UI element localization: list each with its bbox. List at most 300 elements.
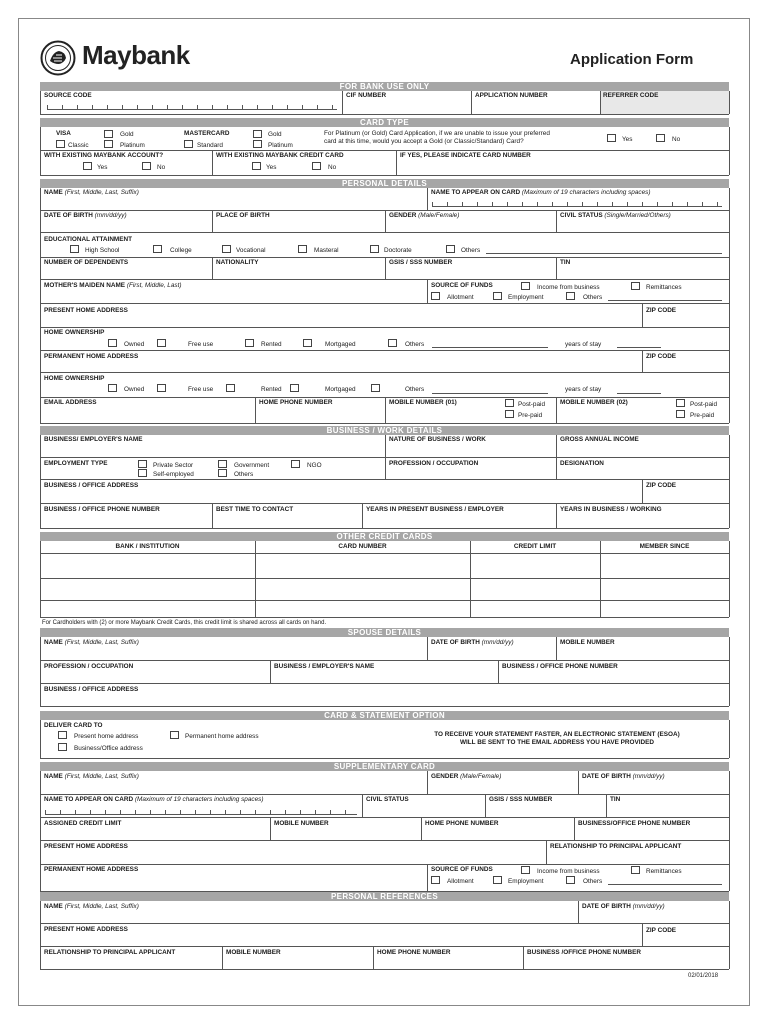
home-ownership-label: HOME OWNERSHIP [44, 329, 105, 336]
existing-card-no-checkbox[interactable] [312, 162, 321, 170]
spouse-name-hint: (First, Middle, Last, Suffix) [64, 639, 139, 646]
char-box-tick [345, 810, 346, 814]
visa-classic-checkbox[interactable] [56, 140, 65, 148]
employer-label: BUSINESS/ EMPLOYER'S NAME [44, 436, 143, 443]
char-box-tick [92, 105, 93, 109]
ref-dob-label [582, 903, 665, 911]
civil-hint: (Single/Married/Others) [604, 212, 671, 219]
supp-mobile-label: MOBILE NUMBER [274, 820, 329, 827]
supp-tin-label: TIN [610, 796, 621, 803]
mobile1-label: MOBILE NUMBER (01) [389, 399, 457, 406]
supp-perm-address-label: PERMANENT HOME ADDRESS [44, 866, 139, 873]
email-label: EMAIL ADDRESS [44, 399, 97, 406]
supp-gender-text: GENDER [431, 773, 459, 780]
edu-vocational-checkbox[interactable] [222, 245, 231, 253]
own-mortgaged-checkbox[interactable] [303, 339, 312, 347]
gross-income-label: GROSS ANNUAL INCOME [560, 436, 639, 443]
dob-label [44, 212, 127, 220]
maiden-hint: (First, Middle, Last) [126, 282, 182, 289]
maiden-name-label [44, 282, 182, 290]
own-owned-checkbox[interactable] [108, 339, 117, 347]
source-code-field[interactable] [47, 106, 337, 110]
dependents-label: NUMBER OF DEPENDENTS [44, 259, 129, 266]
char-box-tick [165, 810, 166, 814]
own-rented-checkbox[interactable] [245, 339, 254, 347]
mc-platinum-label: Platinum [268, 142, 293, 149]
name-label-text: NAME [44, 189, 63, 196]
edu-masteral-checkbox[interactable] [298, 245, 307, 253]
char-box-tick [507, 202, 508, 206]
employment-type-label: EMPLOYMENT TYPE [44, 460, 108, 467]
nationality-label: NATIONALITY [216, 259, 259, 266]
downgrade-no-checkbox[interactable] [656, 134, 665, 142]
own2-mortgaged-label: Mortgaged [325, 386, 356, 393]
esoa-notice-2: WILL BE SENT TO THE EMAIL ADDRESS YOU HAVE PROVIDED [459, 739, 655, 746]
char-box-tick [687, 202, 688, 206]
char-box-tick [195, 810, 196, 814]
spouse-name-text: NAME [44, 639, 63, 646]
name-on-card-text: NAME TO APPEAR ON CARD [431, 189, 521, 196]
char-box-tick [107, 105, 108, 109]
emp-private-checkbox[interactable] [138, 460, 147, 468]
card-downgrade-question: For Platinum (or Gold) Card Application, if we are unable to issue your preferred [324, 130, 550, 137]
mobile2-prepaid-checkbox[interactable] [676, 410, 685, 418]
section-bar-card-type: CARD TYPE [40, 118, 729, 127]
mc-gold-checkbox[interactable] [253, 130, 262, 138]
dob-hint: (mm/dd/yy) [94, 212, 127, 219]
own-mortgaged-label: Mortgaged [325, 341, 356, 348]
section-bar-references: PERSONAL REFERENCES [40, 892, 729, 901]
best-time-label: BEST TIME TO CONTACT [216, 506, 294, 513]
source-code-label: SOURCE CODE [44, 92, 92, 99]
supp-funds-employment-checkbox[interactable] [493, 876, 502, 884]
char-box-tick [287, 105, 288, 109]
char-box-tick [582, 202, 583, 206]
existing-account-label: WITH EXISTING MAYBANK ACCOUNT? [44, 152, 164, 159]
supp-name-hint: (First, Middle, Last, Suffix) [64, 773, 139, 780]
char-box-tick [210, 810, 211, 814]
char-box-tick [75, 810, 76, 814]
office-phone-label: BUSINESS / OFFICE PHONE NUMBER [44, 506, 160, 513]
edu-high-school-label: High School [85, 247, 120, 254]
char-box-tick [315, 810, 316, 814]
existing-card-yes-checkbox[interactable] [252, 162, 261, 170]
own-others-field[interactable] [432, 347, 548, 348]
own2-others-field[interactable] [432, 393, 548, 394]
edu-others-checkbox[interactable] [446, 245, 455, 253]
ref-name-text: NAME [44, 903, 63, 910]
char-box-tick [45, 810, 46, 814]
edu-masteral-label: Masteral [314, 247, 339, 254]
col-credit-limit: CREDIT LIMIT [513, 543, 557, 550]
mobile2-label: MOBILE NUMBER (02) [560, 399, 628, 406]
char-box-tick [552, 202, 553, 206]
visa-platinum-checkbox[interactable] [104, 140, 113, 148]
char-box-tick [122, 105, 123, 109]
funds-remit-label: Remittances [646, 284, 682, 291]
mobile1-prepaid-label: Pre-paid [518, 412, 543, 419]
char-box-tick [225, 810, 226, 814]
spouse-profession-label: PROFESSION / OCCUPATION [44, 663, 134, 670]
own2-rented-label: Rented [261, 386, 282, 393]
char-box-tick [47, 105, 48, 109]
char-box-tick [137, 105, 138, 109]
supp-funds-employment-label: Employment [508, 878, 544, 885]
spouse-office-address-label: BUSINESS / OFFICE ADDRESS [44, 686, 139, 693]
present-address-label: PRESENT HOME ADDRESS [44, 307, 128, 314]
own2-free-checkbox[interactable] [157, 384, 166, 392]
edu-college-label: College [170, 247, 192, 254]
char-box-tick [492, 202, 493, 206]
years-stay-2-label: years of stay [565, 386, 602, 393]
own-owned-label: Owned [124, 341, 145, 348]
char-box-tick [167, 105, 168, 109]
char-box-tick [717, 202, 718, 206]
char-box-tick [197, 105, 198, 109]
supp-funds-others-label: Others [583, 878, 603, 885]
form-title: Application Form [570, 51, 694, 68]
gender-hint: (Male/Female) [418, 212, 460, 219]
funds-allotment-label: Allotment [447, 294, 474, 301]
char-box-tick [270, 810, 271, 814]
deliver-present-checkbox[interactable] [58, 731, 67, 739]
downgrade-no-label: No [672, 136, 681, 143]
deliver-card-label: DELIVER CARD TO [44, 722, 103, 729]
visa-platinum-label: Platinum [120, 142, 145, 149]
table-row [40, 600, 729, 601]
emp-government-label: Government [234, 462, 270, 469]
funds-employment-checkbox[interactable] [493, 292, 502, 300]
name-on-card-field[interactable] [432, 203, 722, 207]
supp-funds-others-field[interactable] [608, 884, 722, 885]
name-label [44, 189, 139, 197]
supp-dob-text: DATE OF BIRTH [582, 773, 631, 780]
visa-classic-label: Classic [68, 142, 89, 149]
years-stay-2-field[interactable] [617, 393, 661, 394]
name-on-card-hint: (Maximum of 19 characters including spaces) [521, 189, 651, 196]
char-box-tick [597, 202, 598, 206]
section-bar-bank-use: FOR BANK USE ONLY [40, 82, 729, 91]
ref-office-phone-label: BUSINESS /OFFICE PHONE NUMBER [527, 949, 641, 956]
char-box-tick [522, 202, 523, 206]
edu-doctorate-label: Doctorate [384, 247, 412, 254]
existing-card-label: WITH EXISTING MAYBANK CREDIT CARD [216, 152, 344, 159]
own2-others-label: Others [405, 386, 425, 393]
card-number-label: IF YES, PLEASE INDICATE CARD NUMBER [400, 152, 531, 159]
funds-others-checkbox[interactable] [566, 292, 575, 300]
emp-others-checkbox[interactable] [218, 469, 227, 477]
ref-name-hint: (First, Middle, Last, Suffix) [64, 903, 139, 910]
supp-relationship-label: RELATIONSHIP TO PRINCIPAL APPLICANT [550, 843, 682, 850]
char-box-tick [135, 810, 136, 814]
cif-label: CIF NUMBER [346, 92, 387, 99]
own-free-checkbox[interactable] [157, 339, 166, 347]
tin-label: TIN [560, 259, 571, 266]
civil-text: CIVIL STATUS [560, 212, 603, 219]
own2-free-label: Free use [188, 386, 214, 393]
char-box-tick [150, 810, 151, 814]
mobile1-postpaid-label: Post-paid [518, 401, 545, 408]
shared-limit-note: For Cardholders with (2) or more Maybank Credit Cards, this credit limit is shared across all cards on hand. [42, 620, 327, 626]
visa-gold-label: Gold [120, 131, 134, 138]
supp-name-card-hint: (Maximum of 19 characters including spaces) [134, 796, 264, 803]
brand-name: Maybank [82, 40, 190, 70]
source-of-funds-label: SOURCE OF FUNDS [431, 282, 493, 289]
section-bar-personal: PERSONAL DETAILS [40, 179, 729, 188]
home-ownership-2-label: HOME OWNERSHIP [44, 375, 105, 382]
civil-status-label [560, 212, 671, 220]
ref-mobile-label: MOBILE NUMBER [226, 949, 281, 956]
char-box-tick [657, 202, 658, 206]
supp-name-card-field[interactable] [45, 811, 357, 815]
supp-gender-label [431, 773, 501, 781]
supp-gsis-label: GSIS / SSS NUMBER [489, 796, 553, 803]
deliver-office-checkbox[interactable] [58, 743, 67, 751]
char-box-tick [152, 105, 153, 109]
deliver-office-label: Business/Office address [74, 745, 143, 752]
edu-vocational-label: Vocational [236, 247, 266, 254]
char-box-tick [90, 810, 91, 814]
gsis-label: GSIS / SSS NUMBER [389, 259, 453, 266]
char-box-tick [702, 202, 703, 206]
card-downgrade-question-2: card at this time, would you accept a Gold (or Classic/Standard) Card? [324, 138, 524, 145]
own-free-label: Free use [188, 341, 214, 348]
mc-standard-checkbox[interactable] [184, 140, 193, 148]
education-label: EDUCATIONAL ATTAINMENT [44, 236, 133, 243]
supp-funds-allotment-label: Allotment [447, 878, 474, 885]
supp-funds-label: SOURCE OF FUNDS [431, 866, 493, 873]
spouse-mobile-label: MOBILE NUMBER [560, 639, 615, 646]
char-box-tick [255, 810, 256, 814]
col-bank: BANK / INSTITUTION [115, 543, 180, 550]
section-bar-spouse: SPOUSE DETAILS [40, 628, 729, 637]
section-bar-business: BUSINESS / WORK DETAILS [40, 426, 729, 435]
char-box-tick [300, 810, 301, 814]
edu-high-school-checkbox[interactable] [70, 245, 79, 253]
own2-others-checkbox[interactable] [371, 384, 380, 392]
emp-others-label: Others [234, 471, 254, 478]
own2-owned-checkbox[interactable] [108, 384, 117, 392]
spouse-employer-label: BUSINESS / EMPLOYER'S NAME [274, 663, 375, 670]
supp-name-label [44, 773, 139, 781]
ref-name-label [44, 903, 139, 911]
mobile2-postpaid-checkbox[interactable] [676, 399, 685, 407]
mc-gold-label: Gold [268, 131, 282, 138]
supp-funds-others-checkbox[interactable] [566, 876, 575, 884]
char-box-tick [240, 810, 241, 814]
emp-ngo-label: NGO [307, 462, 322, 469]
visa-label: VISA [56, 130, 71, 137]
edu-others-field[interactable] [486, 253, 722, 254]
emp-self-checkbox[interactable] [138, 469, 147, 477]
gender-text: GENDER [389, 212, 417, 219]
downgrade-yes-checkbox[interactable] [607, 134, 616, 142]
emp-self-label: Self-employed [153, 471, 194, 478]
visa-gold-checkbox[interactable] [104, 130, 113, 138]
char-box-tick [180, 810, 181, 814]
gender-label [389, 212, 459, 220]
supp-limit-label: ASSIGNED CREDIT LIMIT [44, 820, 122, 827]
form-date: 02/01/2018 [688, 973, 719, 979]
existing-card-yes-label: Yes [266, 164, 277, 171]
char-box-tick [257, 105, 258, 109]
char-box-tick [285, 810, 286, 814]
char-box-tick [642, 202, 643, 206]
own-others-label: Others [405, 341, 425, 348]
existing-account-yes-label: Yes [97, 164, 108, 171]
mastercard-label: MASTERCARD [184, 130, 230, 137]
char-box-tick [537, 202, 538, 206]
supp-present-address-label: PRESENT HOME ADDRESS [44, 843, 128, 850]
char-box-tick [462, 202, 463, 206]
supp-funds-remit-label: Remittances [646, 868, 682, 875]
edu-doctorate-checkbox[interactable] [370, 245, 379, 253]
funds-allotment-checkbox[interactable] [431, 292, 440, 300]
spouse-office-phone-label: BUSINESS / OFFICE PHONE NUMBER [502, 663, 618, 670]
emp-ngo-checkbox[interactable] [291, 460, 300, 468]
years-present-label: YEARS IN PRESENT BUSINESS / EMPLOYER [366, 506, 504, 513]
spouse-name-label [44, 639, 139, 647]
supp-office-phone-label: BUSINESS/OFFICE PHONE NUMBER [578, 820, 691, 827]
funds-income-checkbox[interactable] [521, 282, 530, 290]
own2-owned-label: Owned [124, 386, 145, 393]
supp-gender-hint: (Male/Female) [460, 773, 502, 780]
ref-present-address-label: PRESENT HOME ADDRESS [44, 926, 128, 933]
ref-dob-text: DATE OF BIRTH [582, 903, 631, 910]
char-box-tick [672, 202, 673, 206]
emp-private-label: Private Sector [153, 462, 194, 469]
mobile2-prepaid-label: Pre-paid [690, 412, 715, 419]
supp-name-text: NAME [44, 773, 63, 780]
mc-standard-label: Standard [197, 142, 223, 149]
funds-employment-label: Employment [508, 294, 544, 301]
supp-name-card-label [44, 796, 263, 804]
esoa-notice-1: TO RECEIVE YOUR STATEMENT FASTER, AN ELECTRONIC STATEMENT (ESOA) [434, 731, 680, 738]
supp-funds-income-label: Income from business [537, 868, 600, 875]
ref-dob-hint: (mm/dd/yy) [632, 903, 665, 910]
permanent-address-label: PERMANENT HOME ADDRESS [44, 353, 139, 360]
supp-funds-allotment-checkbox[interactable] [431, 876, 440, 884]
deliver-permanent-label: Permanent home address [185, 733, 259, 740]
office-address-label: BUSINESS / OFFICE ADDRESS [44, 482, 139, 489]
col-member-since: MEMBER SINCE [639, 543, 690, 550]
supp-civil-label: CIVIL STATUS [366, 796, 409, 803]
char-box-tick [627, 202, 628, 206]
spouse-dob-label [431, 639, 514, 647]
deliver-present-label: Present home address [74, 733, 139, 740]
supp-name-card-text: NAME TO APPEAR ON CARD [44, 796, 134, 803]
office-zip-label: ZIP CODE [646, 482, 677, 489]
deliver-permanent-checkbox[interactable] [170, 731, 179, 739]
mobile1-prepaid-checkbox[interactable] [505, 410, 514, 418]
edu-college-checkbox[interactable] [153, 245, 162, 253]
ref-relationship-label: RELATIONSHIP TO PRINCIPAL APPLICANT [44, 949, 176, 956]
pob-label: PLACE OF BIRTH [216, 212, 270, 219]
spouse-dob-hint: (mm/dd/yy) [481, 639, 514, 646]
char-box-tick [120, 810, 121, 814]
funds-income-label: Income from business [537, 284, 600, 291]
funds-others-label: Others [583, 294, 603, 301]
ref-zip-label: ZIP CODE [646, 927, 677, 934]
existing-account-yes-checkbox[interactable] [83, 162, 92, 170]
designation-label: DESIGNATION [560, 460, 604, 467]
existing-account-no-checkbox[interactable] [142, 162, 151, 170]
char-box-tick [77, 105, 78, 109]
char-box-tick [477, 202, 478, 206]
edu-others-label: Others [461, 247, 481, 254]
char-box-tick [332, 105, 333, 109]
supp-funds-remit-checkbox[interactable] [631, 866, 640, 874]
char-box-tick [330, 810, 331, 814]
existing-account-no-label: No [157, 164, 166, 171]
app-no-label: APPLICATION NUMBER [475, 92, 548, 99]
mc-platinum-checkbox[interactable] [253, 140, 262, 148]
char-box-tick [447, 202, 448, 206]
char-box-tick [182, 105, 183, 109]
supp-dob-hint: (mm/dd/yy) [632, 773, 665, 780]
permanent-zip-label: ZIP CODE [646, 353, 677, 360]
own-others-checkbox[interactable] [388, 339, 397, 347]
char-box-tick [317, 105, 318, 109]
supp-funds-income-checkbox[interactable] [521, 866, 530, 874]
present-zip-label: ZIP CODE [646, 307, 677, 314]
ref-home-phone-label: HOME PHONE NUMBER [377, 949, 451, 956]
own2-rented-checkbox[interactable] [226, 384, 235, 392]
char-box-tick [105, 810, 106, 814]
section-bar-statement: CARD & STATEMENT OPTION [40, 711, 729, 720]
char-box-tick [272, 105, 273, 109]
years-stay-field[interactable] [617, 347, 661, 348]
table-row [40, 578, 729, 579]
downgrade-yes-label: Yes [622, 136, 633, 143]
col-card-number: CARD NUMBER [338, 543, 387, 550]
section-bar-supplementary: SUPPLEMENTARY CARD [40, 762, 729, 771]
profession-label: PROFESSION / OCCUPATION [389, 460, 479, 467]
supp-home-phone-label: HOME PHONE NUMBER [425, 820, 499, 827]
mobile2-postpaid-label: Post-paid [690, 401, 717, 408]
maiden-text: MOTHER'S MAIDEN NAME [44, 282, 126, 289]
own-rented-label: Rented [261, 341, 282, 348]
years-stay-label: years of stay [565, 341, 602, 348]
char-box-tick [242, 105, 243, 109]
name-on-card-label [431, 189, 650, 197]
char-box-tick [302, 105, 303, 109]
existing-card-no-label: No [328, 164, 337, 171]
supp-dob-label [582, 773, 665, 781]
char-box-tick [212, 105, 213, 109]
char-box-tick [62, 105, 63, 109]
mobile1-postpaid-checkbox[interactable] [505, 399, 514, 407]
section-bar-other-cards: OTHER CREDIT CARDS [40, 532, 729, 541]
char-box-tick [60, 810, 61, 814]
referrer-label: REFERRER CODE [603, 92, 659, 99]
years-working-label: YEARS IN BUSINESS / WORKING [560, 506, 662, 513]
maybank-tiger-logo-icon [40, 40, 76, 76]
char-box-tick [227, 105, 228, 109]
dob-text: DATE OF BIRTH [44, 212, 93, 219]
home-phone-label: HOME PHONE NUMBER [259, 399, 333, 406]
emp-government-checkbox[interactable] [218, 460, 227, 468]
funds-remit-checkbox[interactable] [631, 282, 640, 290]
spouse-dob-text: DATE OF BIRTH [431, 639, 480, 646]
funds-others-field[interactable] [608, 300, 722, 301]
own2-mortgaged-checkbox[interactable] [290, 384, 299, 392]
char-box-tick [432, 202, 433, 206]
name-hint: (First, Middle, Last, Suffix) [64, 189, 139, 196]
char-box-tick [567, 202, 568, 206]
nature-business-label: NATURE OF BUSINESS / WORK [389, 436, 486, 443]
char-box-tick [612, 202, 613, 206]
